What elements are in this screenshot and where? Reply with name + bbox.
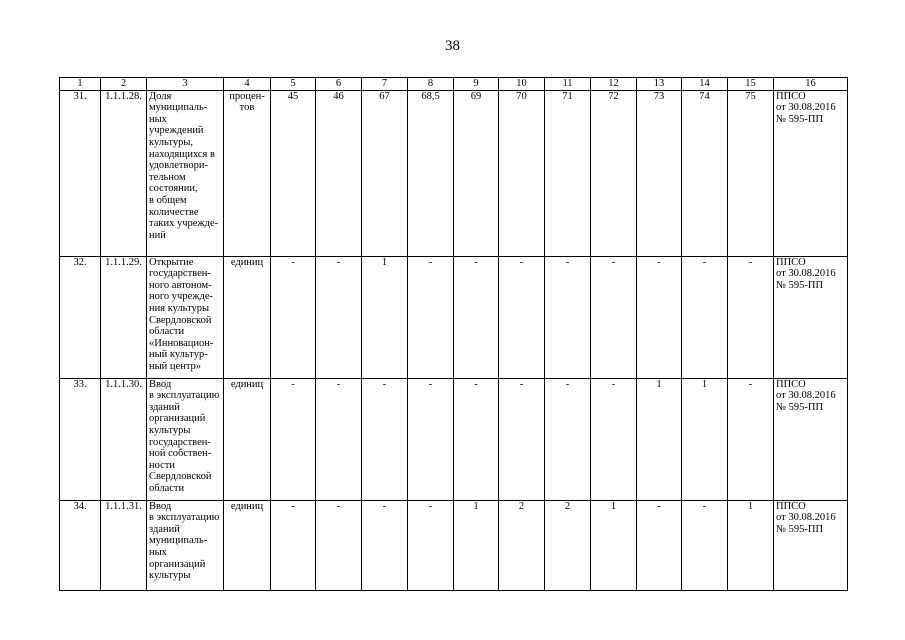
year-value-cell: - xyxy=(591,378,637,500)
column-header: 5 xyxy=(271,78,316,91)
year-value-cell: - xyxy=(454,378,499,500)
column-header: 6 xyxy=(316,78,362,91)
year-value-cell: - xyxy=(316,500,362,590)
year-value-cell: - xyxy=(682,500,728,590)
year-value-cell: 1 xyxy=(728,500,774,590)
year-value-cell: 45 xyxy=(271,90,316,256)
year-value-cell: - xyxy=(637,500,682,590)
year-value-cell: - xyxy=(271,500,316,590)
table-row xyxy=(60,256,848,378)
year-value-cell: 46 xyxy=(316,90,362,256)
year-value-cell: 1 xyxy=(591,500,637,590)
year-value-cell: 74 xyxy=(682,90,728,256)
source-cell: ППСО от 30.08.2016 № 595-ПП xyxy=(774,90,848,256)
year-value-cell: - xyxy=(271,378,316,500)
year-value-cell: - xyxy=(408,500,454,590)
column-header: 16 xyxy=(774,78,848,91)
page-number: 38 xyxy=(445,38,460,54)
unit-cell: единиц xyxy=(224,500,271,590)
year-value-cell: - xyxy=(637,256,682,378)
source-cell: ППСО от 30.08.2016 № 595-ПП xyxy=(774,378,848,500)
column-header: 12 xyxy=(591,78,637,91)
column-header: 10 xyxy=(499,78,545,91)
year-value-cell: - xyxy=(316,256,362,378)
year-value-cell: 72 xyxy=(591,90,637,256)
year-value-cell: - xyxy=(499,378,545,500)
source-cell: ППСО от 30.08.2016 № 595-ПП xyxy=(774,500,848,590)
indicator-name-cell: Ввод в эксплуатацию зданий муниципаль- ных организаций культуры xyxy=(147,500,224,590)
year-value-cell: - xyxy=(728,256,774,378)
column-header: 2 xyxy=(101,78,147,91)
year-value-cell: - xyxy=(408,256,454,378)
year-value-cell: - xyxy=(454,256,499,378)
goal-code-cell: 1.1.1.30. xyxy=(101,378,147,500)
year-value-cell: - xyxy=(408,378,454,500)
column-header: 9 xyxy=(454,78,499,91)
column-header: 1 xyxy=(60,78,101,91)
table-row xyxy=(60,90,848,256)
table-row xyxy=(60,500,848,590)
year-value-cell: 70 xyxy=(499,90,545,256)
table-body xyxy=(60,78,848,591)
year-value-cell: 2 xyxy=(499,500,545,590)
year-value-cell: - xyxy=(545,256,591,378)
unit-cell: процен- тов xyxy=(224,90,271,256)
row-number-cell: 34. xyxy=(60,500,101,590)
column-header: 7 xyxy=(362,78,408,91)
row-number-cell: 33. xyxy=(60,378,101,500)
year-value-cell: - xyxy=(591,256,637,378)
goal-code-cell: 1.1.1.28. xyxy=(101,90,147,256)
indicators-table xyxy=(59,77,848,591)
year-value-cell: 73 xyxy=(637,90,682,256)
column-header: 11 xyxy=(545,78,591,91)
year-value-cell: - xyxy=(271,256,316,378)
year-value-cell: - xyxy=(545,378,591,500)
column-header: 3 xyxy=(147,78,224,91)
column-header: 14 xyxy=(682,78,728,91)
column-header: 15 xyxy=(728,78,774,91)
column-header: 8 xyxy=(408,78,454,91)
table-row xyxy=(60,378,848,500)
row-number-cell: 32. xyxy=(60,256,101,378)
year-value-cell: 75 xyxy=(728,90,774,256)
column-header: 13 xyxy=(637,78,682,91)
year-value-cell: - xyxy=(362,500,408,590)
unit-cell: единиц xyxy=(224,378,271,500)
indicator-name-cell: Ввод в эксплуатацию зданий организаций культуры государствен- ной собствен- ности Свердловской области xyxy=(147,378,224,500)
year-value-cell: - xyxy=(316,378,362,500)
column-header: 4 xyxy=(224,78,271,91)
indicator-name-cell: Открытие государствен- ного автоном- ного учрежде- ния культуры Свердловской области «Инновацион- ный культур- ный центр» xyxy=(147,256,224,378)
year-value-cell: 1 xyxy=(682,378,728,500)
year-value-cell: 1 xyxy=(637,378,682,500)
year-value-cell: 68,5 xyxy=(408,90,454,256)
table-header-row xyxy=(60,78,848,91)
goal-code-cell: 1.1.1.29. xyxy=(101,256,147,378)
unit-cell: единиц xyxy=(224,256,271,378)
year-value-cell: 71 xyxy=(545,90,591,256)
year-value-cell: 2 xyxy=(545,500,591,590)
year-value-cell: 69 xyxy=(454,90,499,256)
year-value-cell: - xyxy=(682,256,728,378)
year-value-cell: 1 xyxy=(362,256,408,378)
year-value-cell: - xyxy=(362,378,408,500)
year-value-cell: 1 xyxy=(454,500,499,590)
year-value-cell: - xyxy=(728,378,774,500)
year-value-cell: - xyxy=(499,256,545,378)
source-cell: ППСО от 30.08.2016 № 595-ПП xyxy=(774,256,848,378)
indicator-name-cell: Доля муниципаль- ных учреждений культуры, находящихся в удовлетвори- тельном состоянии, в общем количестве таких учрежде- ний xyxy=(147,90,224,256)
year-value-cell: 67 xyxy=(362,90,408,256)
goal-code-cell: 1.1.1.31. xyxy=(101,500,147,590)
row-number-cell: 31. xyxy=(60,90,101,256)
